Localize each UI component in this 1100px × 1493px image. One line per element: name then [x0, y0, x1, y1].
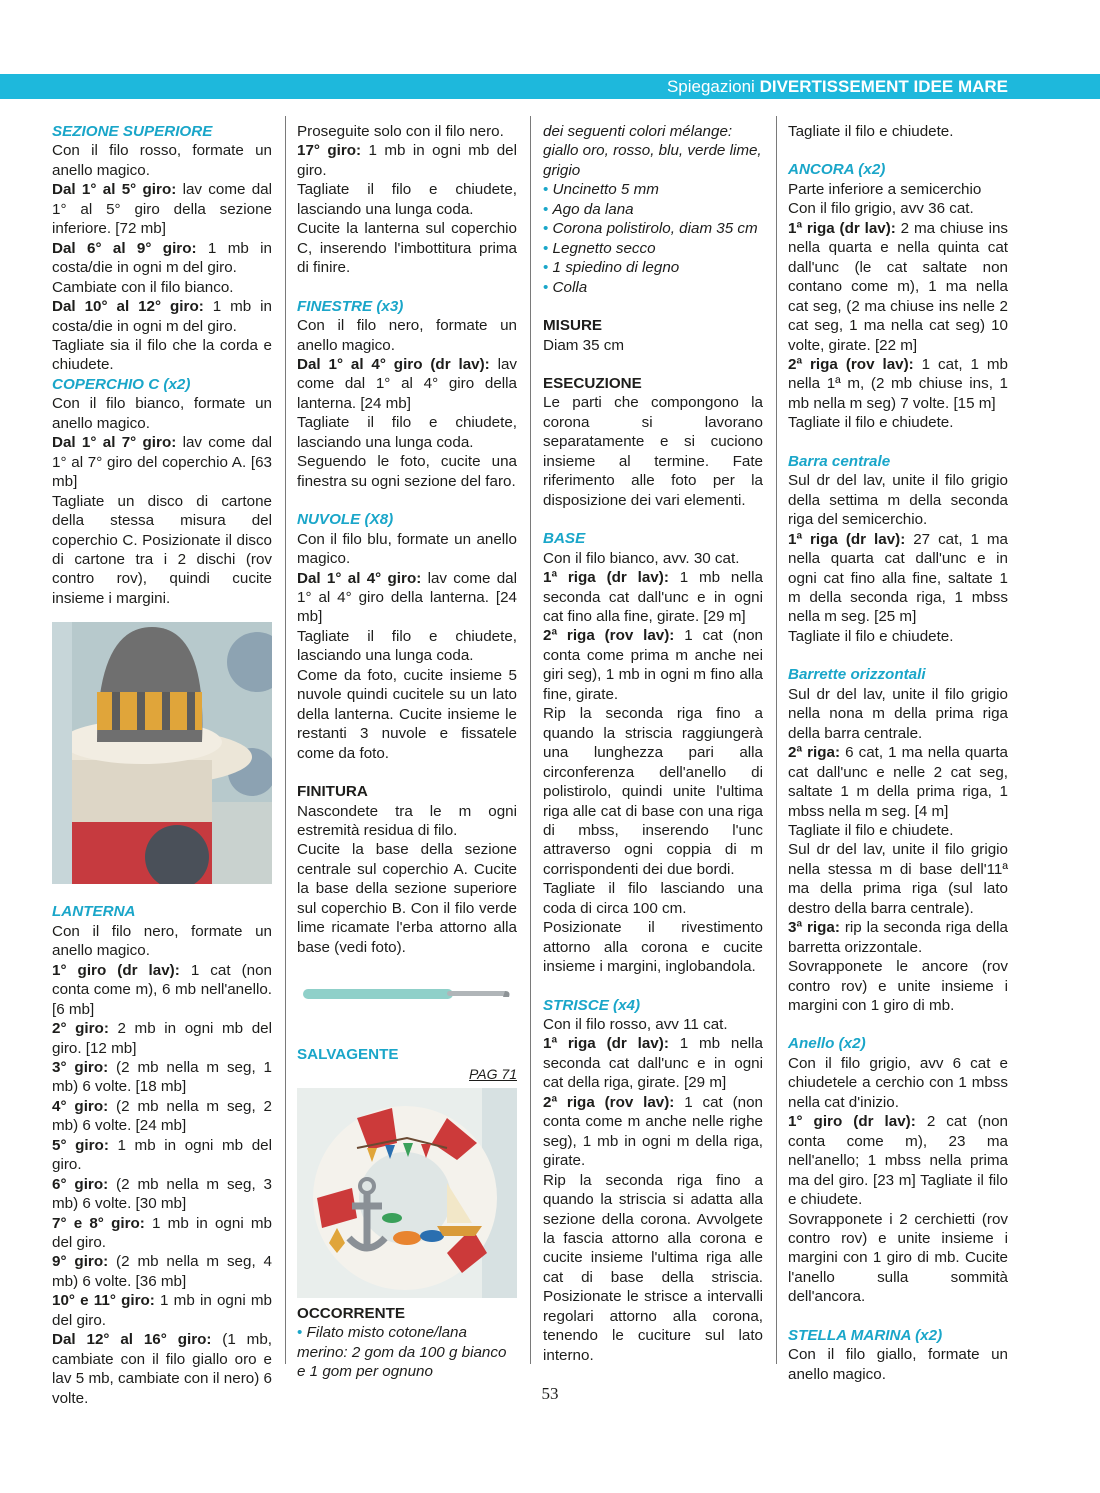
- paragraph: Dal 10° al 12° giro: 1 mb in costa/die in ogni m del giro.: [52, 298, 272, 335]
- paragraph: Dal 1° al 7° giro: lav come dal 1° al 7° giro del coperchio A. [63 mb]: [52, 434, 272, 491]
- paragraph: 1ª riga (dr lav): 27 cat, 1 ma nella quarta cat dall'unc e in ogni cat fino alla fine, saltate 1 m della seconda riga, 1 mbss nella m seg. [25 m]: [788, 530, 1008, 626]
- paragraph: Rip la seconda riga fino a quando la striscia si adatta alla sezione della corona. Avvolgete la fascia attorno alla corona e cucite insieme l'ultima riga alle cat di base della striscia. Posizionate le strisce a intervalli regolari attorno alla corona, tenendo le cuciture sul lato interno.: [543, 1171, 763, 1364]
- paragraph: Tagliate il filo e chiudete.: [788, 123, 954, 140]
- paragraph: 3° giro: (2 mb nella m seg, 1 mb) 6 volte. [18 mb]: [52, 1058, 272, 1096]
- paragraph: Tagliate il filo e chiudete, lasciando una lunga coda.: [297, 181, 517, 218]
- paragraph: Tagliate il filo e chiudete, lasciando una lunga coda.: [297, 627, 517, 665]
- paragraph: Cucite la base della sezione centrale sul coperchio A. Cucite la base della sezione superiore sul coperchio B. Con il filo verde lime ricamate l'erba attorno alla base (vedi foto).: [297, 841, 517, 956]
- paragraph: 2ª riga (rov lav): 1 cat (non conta come m anche nelle righe seg), 1 mb in ogni m della riga, girate.: [543, 1093, 764, 1170]
- paragraph: Le parti che compongono la corona si lavorano separatamente e si cuciono insieme al termine. Fate riferimento alle foto per la disposizione dei vari elementi.: [543, 394, 763, 509]
- section-title: FINESTRE (x3): [297, 297, 404, 315]
- paragraph: Con il filo grigio, avv 36 cat.: [788, 200, 974, 218]
- paragraph: 1ª riga (dr lav): 2 ma chiuse ins nella quarta e nella quinta cat dall'unc (le cat saltate non contano come m), 1 ma nella cat seg, (2 ma chiuse ins nelle 2 cat seg, 1 ma nella cat seg) 10 volte, girate. [22 m]: [788, 219, 1008, 354]
- paragraph: Nascondete tra le m ogni estremità residua di filo.: [297, 802, 517, 839]
- section-title: COPERCHIO C (x2): [52, 375, 191, 393]
- paragraph: Con il filo grigio, avv 6 cat e chiudetele a cerchio con 1 mbss nella cat d'inizio.: [788, 1054, 1008, 1111]
- column-2: [297, 122, 517, 1382]
- paragraph: 4° giro: (2 mb nella m seg, 2 mb) 6 volte. [24 mb]: [52, 1097, 272, 1135]
- section-title: ESECUZIONE: [543, 374, 642, 392]
- paragraph: Seguendo le foto, cucite una finestra su ogni sezione del faro.: [297, 453, 517, 490]
- list-item: • 1 spiedino di legno: [543, 258, 763, 277]
- paragraph: 9° giro: (2 mb nella m seg, 4 mb) 6 volte. [36 mb]: [52, 1253, 272, 1290]
- paragraph: 17° giro: 1 mb in ogni mb del giro.: [297, 142, 517, 179]
- paragraph: Sovrapponete le ancore (rov contro rov) e unite insieme i margini con 1 giro di mb.: [788, 958, 1008, 1015]
- page-number: 53: [541, 1384, 559, 1403]
- paragraph: Tagliate il filo lasciando una coda di circa 100 cm.: [543, 880, 763, 917]
- paragraph: 2ª riga (rov lav): 1 cat (non conta come prima m anche nei giri seg), 1 mb in ogni m fino alla fine, girate.: [543, 627, 764, 703]
- section-title: Anello (x2): [788, 1035, 866, 1053]
- paragraph: 2ª riga: 6 cat, 1 ma nella quarta cat dall'unc e nelle 2 cat seg, saltate 1 m della prima riga, 1 mbss nella m seg. [4 m]: [788, 744, 1008, 820]
- paragraph: Sul dr del lav, unite il filo grigio nella nona m della prima riga della barra centrale.: [788, 685, 1008, 742]
- paragraph: Tagliate il filo e chiudete.: [788, 414, 954, 432]
- paragraph: 1ª riga (dr lav): 1 mb nella seconda cat dall'unc e in ogni cat fino alla fine, girate. [29 m]: [543, 569, 763, 625]
- paragraph: Dal 6° al 9° giro: 1 mb in costa/die in ogni m del giro.: [52, 239, 272, 277]
- column-4: [788, 122, 1008, 1384]
- page-reference: PAG 71: [469, 1065, 517, 1082]
- list-item: • Colla: [543, 278, 763, 297]
- paragraph: Parte inferiore a semicerchio: [788, 180, 982, 198]
- column-divider: [776, 116, 777, 1364]
- paragraph: Cambiate con il filo bianco.: [52, 278, 234, 296]
- lighthouse-photo: [52, 622, 272, 884]
- paragraph: Posizionate il rivestimento attorno alla corona e cucite insieme i margini, inglobandola.: [543, 919, 763, 976]
- paragraph: Con il filo blu, formate un anello magico.: [297, 530, 517, 568]
- paragraph: Diam 35 cm: [543, 336, 625, 354]
- section-title: FINITURA: [297, 783, 368, 801]
- paragraph: 1ª riga (dr lav): 1 mb nella seconda cat dall'unc e in ogni cat della riga, girate. [29 m]: [543, 1035, 763, 1092]
- list-item: dei seguenti colori mélange: giallo oro, rosso, blu, verde lime, grigio: [543, 123, 762, 179]
- paragraph: Sovrapponete i 2 cerchietti (rov contro rov) e unite insieme i margini con 1 giro di mb. Cucite l'anello sulla sommità dell'ancora.: [788, 1210, 1008, 1306]
- header-title: Spiegazioni DIVERTISSEMENT IDEE MARE: [666, 77, 1008, 96]
- paragraph: Sul dr del lav, unite il filo grigio della settima m della seconda riga del semicerchio.: [788, 472, 1008, 529]
- column-divider: [285, 116, 286, 1364]
- section-title: OCCORRENTE: [297, 1305, 406, 1323]
- column-1: [52, 122, 272, 1408]
- paragraph: Con il filo rosso, formate un anello magico.: [52, 142, 272, 179]
- paragraph: 6° giro: (2 mb nella m seg, 3 mb) 6 volte. [30 mb]: [52, 1175, 272, 1213]
- paragraph: Tagliate un disco di cartone della stessa misura del coperchio C. Posizionate il disco di cartone tra i 2 dischi (rov contro rov), quindi cucite insieme i margini.: [52, 492, 272, 607]
- section-title: Barra centrale: [788, 452, 891, 470]
- paragraph: 2ª riga (rov lav): 1 cat, 1 mb nella 1ª m, (2 mb chiuse ins, 1 mb nella m seg) 7 volte. [15 m]: [788, 355, 1008, 412]
- section-title: Barrette orizzontali: [788, 666, 926, 684]
- section-title: NUVOLE (X8): [297, 511, 394, 529]
- column-divider: [530, 116, 531, 1364]
- paragraph: Cucite la lanterna sul coperchio C, inserendo l'imbottitura prima di finire.: [297, 220, 517, 277]
- paragraph: Con il filo nero, formate un anello magico.: [52, 922, 272, 960]
- paragraph: Tagliate il filo e chiudete.: [788, 821, 954, 839]
- column-3: [543, 122, 763, 1365]
- paragraph: Proseguite solo con il filo nero.: [297, 123, 504, 140]
- paragraph: Rip la seconda riga fino a quando la striscia raggiungerà una lunghezza pari alla circonferenza dell'anello di polistirolo, quindi unite l'ultima riga alle cat di base con una riga di mbss, inserendo l'unc attraverso ogni coppia di m corrispondenti dei due bordi.: [543, 705, 763, 878]
- paragraph: Dal 12° al 16° giro: (1 mb, cambiate con il filo giallo oro e lav 5 mb, cambiate con il nero) 6 volte.: [52, 1331, 272, 1407]
- paragraph: Con il filo rosso, avv 11 cat.: [543, 1016, 728, 1034]
- paragraph: 7° e 8° giro: 1 mb in ogni mb del giro.: [52, 1214, 272, 1252]
- paragraph: Con il filo giallo, formate un anello magico.: [788, 1346, 1008, 1383]
- paragraph: Con il filo bianco, formate un anello magico.: [52, 395, 272, 432]
- paragraph: Sul dr del lav, unite il filo grigio nella stessa m di base dell'11ª ma della prima riga (sul lato destro della barra centrale).: [788, 841, 1008, 917]
- section-title: MISURE: [543, 317, 603, 335]
- paragraph: Come da foto, cucite insieme 5 nuvole quindi cucitele su un lato della lanterna. Cucite insieme le restanti 3 nuvole e fissatele come da foto.: [297, 666, 517, 762]
- crochet-hook-illustration: [297, 977, 517, 1017]
- paragraph: Con il filo bianco, avv. 30 cat.: [543, 549, 740, 567]
- section-title: BASE: [543, 530, 586, 548]
- section-title: SEZIONE SUPERIORE: [52, 123, 213, 140]
- list-item: • Corona polistirolo, diam 35 cm: [543, 219, 763, 238]
- paragraph: Tagliate il filo e chiudete, lasciando una lunga coda.: [297, 414, 517, 451]
- paragraph: Tagliate il filo e chiudete.: [788, 627, 954, 645]
- header-bar: [0, 74, 1100, 99]
- paragraph: 1° giro (dr lav): 1 cat (non conta come m), 6 mb nell'anello. [6 mb]: [52, 961, 272, 1018]
- paragraph: 10° e 11° giro: 1 mb in ogni mb del giro.: [52, 1292, 272, 1329]
- paragraph: 3ª riga: rip la seconda riga della barretta orizzontale.: [788, 919, 1008, 956]
- paragraph: Dal 1° al 4° giro (dr lav): lav come dal 1° al 4° giro della lanterna. [24 mb]: [297, 355, 517, 412]
- section-title: LANTERNA: [52, 903, 136, 921]
- section-title: STELLA MARINA (x2): [788, 1326, 943, 1344]
- list-item: • Ago da lana: [543, 200, 763, 219]
- section-title: SALVAGENTE: [297, 1046, 399, 1064]
- list-item: • Legnetto secco: [543, 239, 763, 258]
- list-item: • Uncinetto 5 mm: [543, 180, 763, 199]
- paragraph: 5° giro: 1 mb in ogni mb del giro.: [52, 1136, 272, 1174]
- paragraph: Tagliate sia il filo che la corda e chiudete.: [52, 336, 272, 374]
- lifebuoy-photo: [297, 1088, 517, 1298]
- paragraph: Dal 1° al 5° giro: lav come dal 1° al 5° giro della sezione inferiore. [72 mb]: [52, 181, 272, 238]
- paragraph: 2° giro: 2 mb in ogni mb del giro. [12 mb]: [52, 1020, 272, 1057]
- list-item: • Filato misto cotone/lana merino: 2 gom da 100 g bianco e 1 gom per ognuno: [297, 1323, 517, 1381]
- paragraph: Con il filo nero, formate un anello magico.: [297, 317, 517, 354]
- section-title: STRISCE (x4): [543, 996, 641, 1014]
- paragraph: 1° giro (dr lav): 2 cat (non conta come m), 23 ma nell'anello; 1 mbss nella prima ma del giro. [23 m] Tagliate il filo e chiudete.: [788, 1113, 1008, 1209]
- paragraph: Dal 1° al 4° giro: lav come dal 1° al 4° giro della lanterna. [24 mb]: [297, 569, 517, 626]
- section-title: ANCORA (x2): [788, 161, 886, 179]
